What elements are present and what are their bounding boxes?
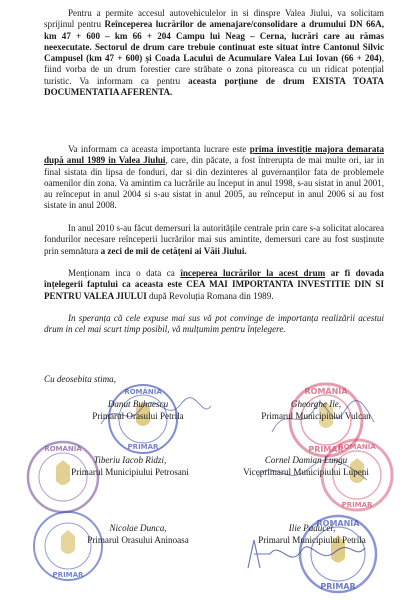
- para1-bold-docs: aceasta porțiune de drum EXISTA TOATA DOCUMENTATIA AFERENTA.: [44, 75, 384, 98]
- signatory-6-name: Ilie Paducel,: [288, 523, 336, 533]
- para4-text-b: după Revoluția Romana din 1989.: [146, 290, 274, 301]
- signatory-2-role: Primarul Municipiului Vulcan: [261, 411, 371, 421]
- para1-text-b: , fiind vorba de un drum forestier care străbate o zona pitoreasca cu un ridicat potențial turistic. Va informam ca pentru: [44, 53, 384, 86]
- para4-bold-start-works: începerea lucrărilor la acest drum: [180, 268, 326, 278]
- svg-text:ROMÂNIA: ROMÂNIA: [124, 388, 162, 396]
- svg-text:ROMANIA: ROMANIA: [316, 519, 360, 528]
- para3-bold-citizens: a zeci de mii de cetățeni ai Văii Jiului.: [100, 245, 247, 256]
- salutation: Cu deosebita stima,: [44, 374, 116, 384]
- closing-paragraph: [44, 313, 384, 336]
- para2-text-a: Va informam ca aceasta importanta lucrare este: [68, 144, 250, 154]
- para2-bold-first-investment: prima investiție majora demarata după anul 1989 in Valea Jiului: [44, 144, 384, 166]
- svg-text:ROMANIA: ROMANIA: [44, 445, 82, 453]
- signatory-5-name: Nicolae Dunca,: [109, 523, 167, 533]
- svg-text:PRIMAR: PRIMAR: [320, 582, 356, 591]
- svg-text:PRIMAR: PRIMAR: [308, 445, 344, 454]
- para4-text-a: Menționam inca o data ca: [68, 268, 181, 278]
- signatory-3: [50, 454, 210, 478]
- para4-bold-important: ar fi dovada înțelegerii faptului ca aceasta este CEA MAI IMPORTANTA INVESTITIE DIN SI PENTRU VALEA JIULUI: [44, 268, 384, 301]
- official-seal-5: [30, 508, 106, 584]
- signatory-4-name: Cornel Damian Lungu: [264, 455, 348, 465]
- svg-text:PRIMAR: PRIMAR: [341, 501, 373, 509]
- signatory-1-name: Danut Buhaescu: [107, 399, 169, 409]
- signatory-3-role: Primarul Municipiului Petrosani: [71, 467, 189, 477]
- svg-text:PRIMAR: PRIMAR: [52, 571, 84, 579]
- svg-text:ROMÂNIA: ROMÂNIA: [304, 387, 348, 396]
- paragraph-2: [44, 144, 384, 212]
- signatory-1: [58, 398, 218, 422]
- signatory-2-name: Gheorghe Ile,: [290, 399, 342, 409]
- para2-text-b: , care, din păcate, a fost întrerupta de mai multe ori, iar in final sistata din lipsa de fonduri, dar si din dezinteres al guvernanților fata de problemele oamenilor din zona. Va amintim ca lucrările au început in anul 1998, s-au sistat in anul 2001, au reînceput in anul 2004 si s-au sistat in anul 2005, au reînceput in anul 2006 si au fost sistate in anul 2008.: [44, 155, 385, 211]
- svg-text:ROMANIA: ROMANIA: [338, 443, 376, 451]
- svg-text:PRIMAR: PRIMAR: [127, 443, 159, 451]
- signatory-6: [232, 522, 392, 546]
- paragraph-4: [44, 268, 384, 302]
- signatory-4: [226, 454, 386, 478]
- signatory-6-role: Primarul Municipiului Petrila: [258, 535, 366, 545]
- paragraph-1: [44, 8, 384, 98]
- signatory-2: [236, 398, 396, 422]
- signatory-1-role: Primarul Orasului Petrila: [92, 411, 184, 421]
- signatory-5-role: Primarul Orasului Aninoasa: [87, 535, 189, 545]
- para1-bold-road: Reînceperea lucrărilor de amenajare/consolidare a drumului DN 66A, km 47 + 600 – km 66 + 204 Campu lui Neag – Cerna, lucrări care au rămas neexecutate. Sectorul de drum care trebuie continuat este situat între Cantonul Silvic Campusel (km 47 + 600) și Coada Lacului de Acumulare Valea Lui Iovan (66 + 204): [44, 19, 385, 64]
- paragraph-3: [44, 223, 384, 257]
- signatory-4-role: Viceprimarul Municipiului Lupeni: [243, 467, 369, 477]
- para3-text-a: In anul 2010 s-au făcut demersuri la autoritățile centrale prin care s-a solicitat alocarea fondurilor necesare reînceperii lucrărilor mai sus amintite, demersuri care au fost susținute prin semnătura: [44, 223, 384, 256]
- signatory-3-name: Tiberiu Iacob Ridzi,: [93, 455, 167, 465]
- signatory-5: [58, 522, 218, 546]
- para1-text-a: Pentru a permite accesul autovehiculelor in si dinspre Valea Jiului, va solicitam sprijinul pentru: [44, 8, 384, 30]
- closing-text: In speranța că cele expuse mai sus vă pot convinge de importanța realizării acestui drum in cel mai scurt timp posibil, vă mulțumim pentru înțelegere.: [44, 313, 384, 335]
